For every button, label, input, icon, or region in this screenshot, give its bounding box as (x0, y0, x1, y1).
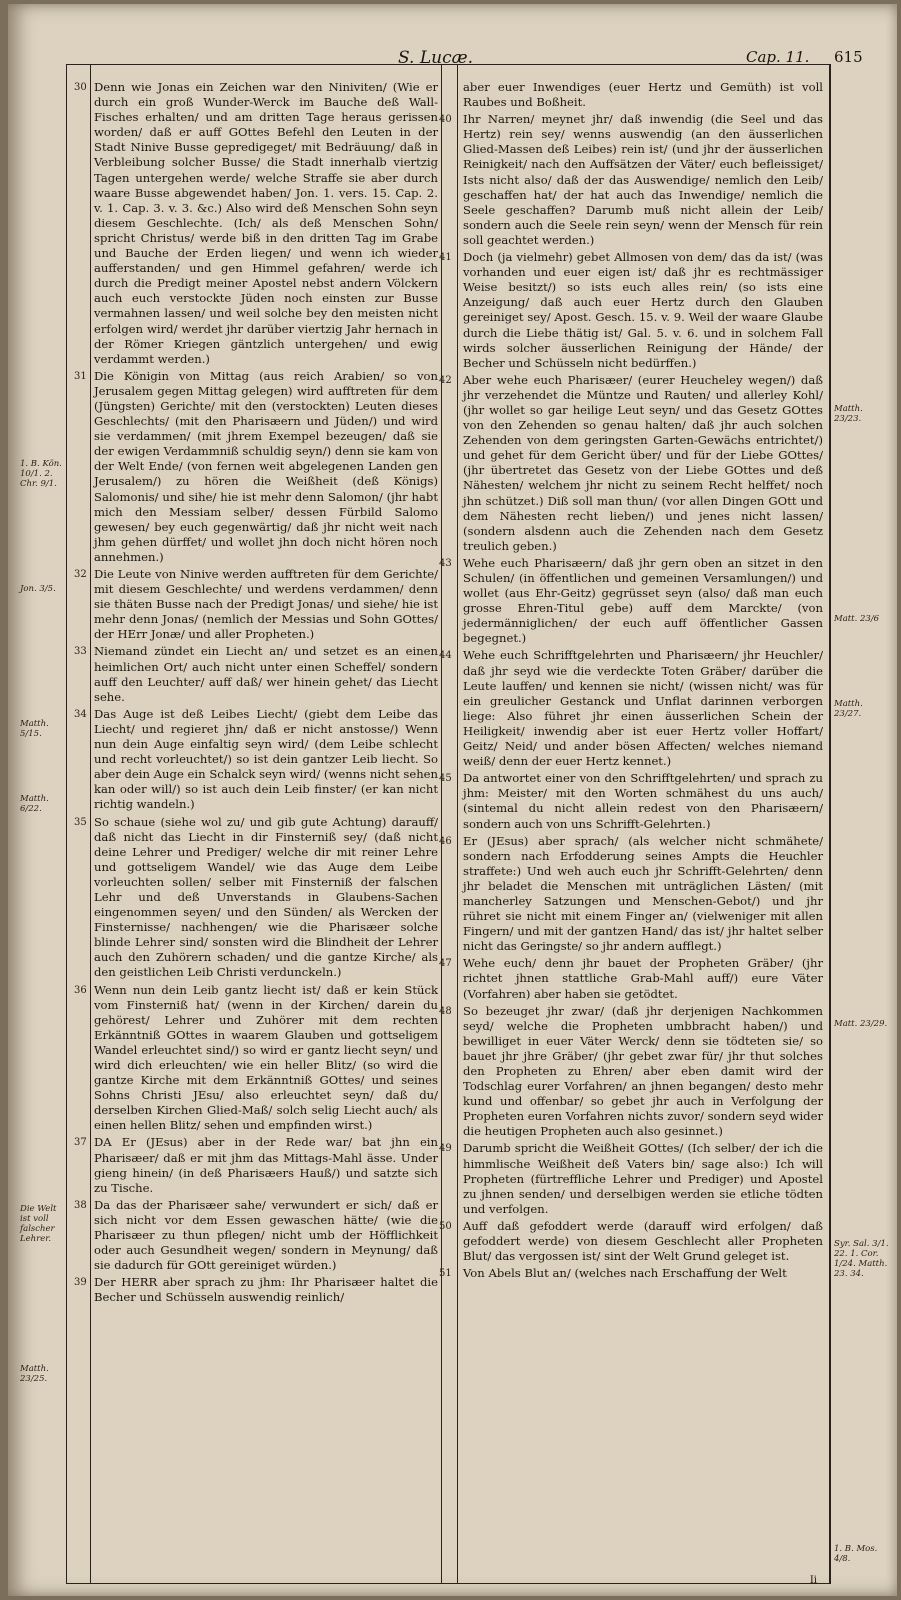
verse-number: 46 (439, 835, 452, 847)
verse-paragraph (74, 567, 438, 642)
verse-number: 34 (74, 708, 87, 720)
verse-text: Die Königin von Mittag (aus reich Arabien/ so von Jerusalem gegen Mittag gelegen) wird aufftreten für dem (Jüngsten) Gerichte/ mit den (verstockten) Leuten dieses Geschlechts/ (mit den Pharisæern und Jüden/) und wird sie verdammen/ (mit jhrem Exempel bezeugen/ daß sie der ewigen Verdammniß schuldig seyn/) denn sie kam von der Welt Ende/ (von fernen weit abgelegenen Landen gen Jerusalem/) zu hören die Weißheit (deß Königs) Salomonis/ und sihe/ hie ist mehr denn Salomon/ (jhr habt mich den Messiam selber/ dessen Fürbild Salomo gewesen/ bey euch gegenwärtig/ daß jhr nicht weit nach jhm gehen dürffet/ und wollet jhn doch nicht hören noch annehmen.) (94, 368, 438, 564)
verse-text: Darumb spricht die Weißheit GOttes/ (Ich selber/ der ich die himmlische Weißheit deß Vaters bin/ sage also:) Ich will Propheten (fürtreffliche Lehrer und Prediger) und Apostel zu jhnen senden/ und derselbigen werden sie etliche tödten und verfolgen. (463, 1141, 823, 1216)
page (8, 4, 897, 1596)
verse-paragraph (463, 80, 823, 110)
verse-paragraph (439, 771, 823, 831)
verse-paragraph (74, 706, 438, 813)
verse-text: Denn wie Jonas ein Zeichen war den Niniviten/ (Wie er durch ein groß Wunder-Werck im Bauche deß Wall-Fisches erhalten/ und am dritten Tage heraus gerissen worden/ daß er auff GOttes Befehl den Leuten in der Stadt Ninive Busse gepredigeget/ mit Bedräuung/ daß in Verbleibung solcher Busse/ die Stadt innerhalb viertzig Tagen untergehen werde/ welche Straffe sie aber durch waare Busse abgewendet haben/ Jon. 1. vers. 15. Cap. 2. v. 1. Cap. 3. v. 3. &c.) Also wird deß Menschen Sohn seyn diesem Geschlechte. (Ich/ als deß Menschen Sohn/ spricht Christus/ werde biß in den dritten Tag im Grabe und Bauche der Erden liegen/ und wenn ich wieder aufferstanden/ und gen Himmel gefahren/ werde ich durch die Predigt meiner Apostel nebst andern Völckern auch euch verstockte Jüden noch einsten zur Busse vermahnen lassen/ und weil solche bey den meisten nicht erfolgen wird/ werdet jhr darüber viertzig Jahr hernach in der Römer Kriegen gäntzlich untergehen/ und ewig verdammt werden.) (94, 80, 438, 366)
verse-text: Auff daß gefoddert werde (darauff wird erfolgen/ daß gefoddert werde) von diesem Geschlecht aller Propheten Blut/ das vergossen ist/ sint der Welt Grund geleget ist. (463, 1218, 823, 1264)
right-margin-note: Matt. 23/6 (834, 614, 880, 624)
verse-number: 48 (439, 1005, 452, 1017)
verse-paragraph (74, 80, 438, 367)
page-number: 615 (834, 48, 863, 66)
verse-paragraph (439, 1218, 823, 1264)
verse-paragraph (74, 1275, 438, 1305)
left-verse-rule (90, 64, 91, 1584)
verse-number: 45 (439, 773, 452, 785)
verse-number: 47 (439, 958, 452, 970)
verse-paragraph (439, 833, 823, 955)
signature-mark: Ii (809, 1575, 817, 1586)
verse-text: Er (JEsus) aber sprach/ (als welcher nicht schmähete/ sondern nach Erfodderung seines Ampts die Heuchler straffete:) Und weh auch euch jhr Schrifft-Gelehrten/ denn jhr beladet die Menschen mit unträglichen Lästen/ (mit mancherley Satzungen und Menschen-Gebot/) und jhr rühret sie nicht mit einem Finger an/ (vielweniger mit allen Fingern/ und mit der gantzen Hand/ das ist/ jhr haltet selber nicht das Geringste/ so jhr andern aufflegt.) (463, 833, 823, 954)
verse-text: Von Abels Blut an/ (welches nach Erschaffung der Welt (463, 1266, 787, 1281)
verse-paragraph (74, 982, 438, 1134)
right-margin-rule (830, 64, 831, 1584)
verse-paragraph (74, 1197, 438, 1273)
verse-number: 36 (74, 984, 87, 996)
verse-paragraph (439, 648, 823, 769)
center-rule-left (441, 64, 442, 1584)
verse-text: Aber wehe euch Pharisæer/ (eurer Heucheley wegen/) daß jhr verzehendet die Müntze und Rauten/ und allerley Kohl/ (jhr wollet so gar heilige Leut seyn/ und das Gesetz GOttes von den Zehenden so genau halten/ daß jhr auch solchen Zehenden von dem geringsten Garten-Gewächs entrichtet/) und gehet für dem Gericht über/ und für der Liebe GOttes/ (jhr übertretet das Gesetz von der Liebe GOttes und deß Nähesten/ welchem jhr nicht zu seinem Recht helffet/ noch jhn schützet.) Diß soll man thun/ (vor allen Dingen GOtt und dem Nähesten recht lieben/) und jenes nicht lassen/ (sondern alsdenn auch die Zehenden nach dem Gesetz treulich geben.) (463, 372, 823, 553)
verse-paragraph (439, 1141, 823, 1216)
verse-number: 39 (74, 1277, 87, 1289)
verse-number: 44 (439, 650, 452, 662)
left-margin-note: Die Welt ist voll falscher Lehrer. (20, 1204, 57, 1244)
left-margin-note: Matth. 23/25. (20, 1364, 49, 1384)
verse-number: 50 (439, 1220, 452, 1232)
left-margin-note: 1. B. Kön. 10/1. 2. Chr. 9/1. (20, 459, 62, 489)
verse-paragraph (74, 814, 438, 981)
verse-text: Da das der Pharisæer sahe/ verwundert er sich/ daß er sich nicht vor dem Essen gewaschen hätte/ (wie die Pharisæer zu thun pflegen/ nicht umb der Höfflichkeit oder auch Gesundheit wegen/ sondern in Meynung/ daß sie dadurch für GOtt gereiniget würden.) (94, 1197, 438, 1273)
verse-text: So schaue (siehe wol zu/ und gib gute Achtung) darauff/ daß nicht das Liecht in dir Finsterniß sey/ (daß nicht deine Lehrer und Prediger/ welche dir mit reiner Lehre und gottseligem Wandel/ wie das Auge dem Leibe vorleuchten sollen/ selber mit Finsterniß der falschen Lehr und deß Unverstands in Glaubens-Sachen eingenommen seyen/ und den Sünden/ als Wercken der Finsternisse/ nachhengen/ wie die Pharisæer solche blinde Lehrer sind/ sonsten wird die Blindheit der Lehrer auch den Zuhörern schaden/ und die gantze Kirche/ als den geistlichen Leib Christi verdunckeln.) (94, 814, 438, 980)
right-margin-note: Matth. 23/23. (834, 404, 863, 424)
verse-number: 51 (439, 1268, 452, 1280)
verse-text: Wehe euch/ denn jhr bauet der Propheten Gräber/ (jhr richtet jhnen stattliche Grab-Mahl auff/) eure Väter (Vorfahren) aber haben sie getödtet. (463, 956, 823, 1001)
verse-number: 31 (74, 370, 87, 382)
left-margin-note: Matth. 6/22. (20, 794, 49, 814)
verse-number: 35 (74, 816, 87, 828)
verse-paragraph (439, 1266, 823, 1281)
verse-text: Da antwortet einer von den Schrifftgelehrten/ und sprach zu jhm: Meister/ mit den Worten schmähest du uns auch/ (sintemal du nicht allein redest von den Pharisæern/ sondern auch von uns Schrifft-Gelehrten.) (463, 771, 823, 831)
verse-text: Niemand zündet ein Liecht an/ und setzet es an einen heimlichen Ort/ auch nicht unter einen Scheffel/ sondern auff den Leuchter/ auff daß/ wer hinein gehet/ das Liecht sehe. (94, 644, 438, 704)
right-text-column (439, 80, 823, 1585)
verse-paragraph (74, 368, 438, 565)
verse-text: Ihr Narren/ meynet jhr/ daß inwendig (die Seel und das Hertz) rein sey/ wenns auswendig (an den äusserlichen Glied-Massen deß Leibes) rein ist/ (und jhr der äusserlichen Reinigkeit/ nach den Auffsätzen der Väter/ euch befleissiget/ Ists nicht also/ daß der das Auswendige/ nemlich den Leib/ geschaffen hat/ der hat auch das Inwendige/ nemlich die Seele geschaffen? Darumb muß nicht allein der Leib/ sondern auch die Seele rein seyn/ wenn der Mensch für rein soll geachtet werden.) (463, 112, 823, 247)
verse-number: 30 (74, 82, 87, 93)
verse-paragraph (439, 956, 823, 1001)
verse-text: aber euer Inwendiges (euer Hertz und Gemüth) ist voll Raubes und Boßheit. (463, 80, 823, 110)
verse-paragraph (439, 250, 823, 371)
right-margin-note: Matth. 23/27. (834, 699, 863, 719)
left-text-column (74, 80, 438, 1585)
verse-paragraph (74, 644, 438, 704)
verse-text: Wenn nun dein Leib gantz liecht ist/ daß er kein Stück vom Finsterniß hat/ (wenn in der Kirchen/ darein du gehörest/ Lehrer und Zuhörer mit dem rechten Erkänntniß GOttes in waarem Glauben und gottseligem Wandel erleuchtet sind/) so wird er gantz liecht seyn/ und wird dich erleuchten/ wie ein heller Blitz/ (so wird die gantze Kirche mit dem Erkänntniß GOttes/ und seines Sohns Christi JEsu/ also erleuchtet seyn/ daß du/ derselben Kirchen Glied-Maß/ solch selig Liecht auch/ als einen hellen Blitz/ sehen und empfinden wirst.) (94, 982, 438, 1133)
verse-number: 33 (74, 646, 87, 658)
right-margin-note: Matt. 23/29. (834, 1019, 888, 1029)
verse-text: Doch (ja vielmehr) gebet Allmosen von dem/ das da ist/ (was vorhanden und euer eigen ist/ daß jhr es rechtmässiger Weise besitzt/) so ists euch alles rein/ (so ists eine Anzeigung/ daß auch euer Hertz durch den Glauben gereiniget sey/ Apost. Gesch. 15. v. 9. Weil der waare Glaube durch die Liebe thätig ist/ Gal. 5. v. 6. und in solchem Fall wirds solcher äusserlichen Reinigung der Hände/ der Becher und Schüsseln nicht bedürffen.) (463, 250, 823, 370)
center-rule-right (457, 64, 458, 1584)
left-margin-note: Jon. 3/5. (20, 584, 56, 594)
verse-number: 42 (439, 374, 452, 386)
left-margin-note: Matth. 5/15. (20, 719, 49, 739)
right-margin-note: Syr. Sal. 3/1. 22. 1. Cor. 1/24. Matth. 23. 34. (834, 1239, 889, 1279)
right-margin-note: 1. B. Mos. 4/8. (834, 1544, 878, 1564)
verse-paragraph (439, 372, 823, 554)
verse-text: DA Er (JEsus) aber in der Rede war/ bat jhn ein Pharisæer/ daß er mit jhm das Mittags-Mahl ässe. Under gieng hinein/ (in deß Pharisæers Hauß/) und satzte sich zu Tische. (94, 1135, 438, 1195)
verse-text: So bezeuget jhr zwar/ (daß jhr derjenigen Nachkommen seyd/ welche die Propheten umbbracht haben/) und bewilliget in euer Väter Werck/ denn sie tödteten sie/ so bauet jhr jhre Gräber/ (jhr gebet zwar für/ jhr thut solches den Propheten zu Ehren/ aber eben damit wird der Todschlag eurer Vorfahren/ an jhnen begangen/ desto mehr kund und offenbar/ so gebet jhr auch in Verfolgung der Propheten euren Vorfahren nichts zuvor/ sondern seyd wider die heutigen Propheten auch also gesinnet.) (463, 1003, 823, 1139)
verse-number: 49 (439, 1143, 452, 1155)
verse-text: Wehe euch Pharisæern/ daß jhr gern oben an sitzet in den Schulen/ (in öffentlichen und gemeinen Versamlungen/) und wollet (aus Ehr-Geitz) gegrüsset seyn (also/ daß man euch grosse Ehren-Titul gebe) auff dem Marckte/ (von jedermänniglichen/ der euch auff öffentlicher Gassen begegnet.) (463, 555, 823, 646)
verse-number: 43 (439, 557, 452, 569)
verse-text: Die Leute von Ninive werden aufftreten für dem Gerichte/ mit diesem Geschlechte/ und werdens verdammen/ denn sie thäten Busse nach der Predigt Jonas/ und siehe/ hie ist mehr denn Jonas/ (nemlich der Messias und Sohn GOttes/ der HErr Jonæ/ und aller Propheten.) (94, 567, 438, 642)
verse-paragraph (74, 1135, 438, 1195)
verse-number: 37 (74, 1137, 87, 1149)
verse-paragraph (439, 555, 823, 647)
verse-paragraph (439, 1003, 823, 1140)
verse-text: Das Auge ist deß Leibes Liecht/ (giebt dem Leibe das Liecht/ und regieret jhn/ daß er nicht anstosse/) Wenn nun dein Auge einfaltig seyn wird/ (dem Leibe schlecht und recht vorleuchtet/) so ist dein gantzer Leib liecht. So aber dein Auge ein Schalck seyn wird/ (wenns nicht sehen kan oder will/) so ist auch dein Leib finster/ (er kan nicht richtig wandeln.) (94, 706, 438, 812)
verse-number: 40 (439, 114, 452, 126)
chapter-label: Cap. 11. (746, 48, 810, 66)
verse-paragraph (439, 112, 823, 248)
verse-number: 41 (439, 252, 452, 264)
verse-text: Der HERR aber sprach zu jhm: Ihr Pharisæer haltet die Becher und Schüsseln auswendig reinlich/ (94, 1275, 438, 1305)
verse-text: Wehe euch Schrifftgelehrten und Pharisæern/ jhr Heuchler/ daß jhr seyd wie die verdeckte Toten Gräber/ darüber die Leute lauffen/ und kennen sie nicht/ (wissen nicht/ was für ein greulicher Gestanck und Unflat darinnen verborgen liege: Also führet jhr einen äusserlichen Schein der Heiligkeit/ inwendig aber ist euer Hertz voller Hoffart/ Geitz/ Neid/ und ander bösen Affecten/ welches niemand weiß/ denn der euer Hertz kennet.) (463, 648, 823, 769)
running-title: S. Lucæ. (398, 48, 473, 68)
verse-number: 38 (74, 1199, 87, 1211)
verse-number: 32 (74, 569, 87, 580)
